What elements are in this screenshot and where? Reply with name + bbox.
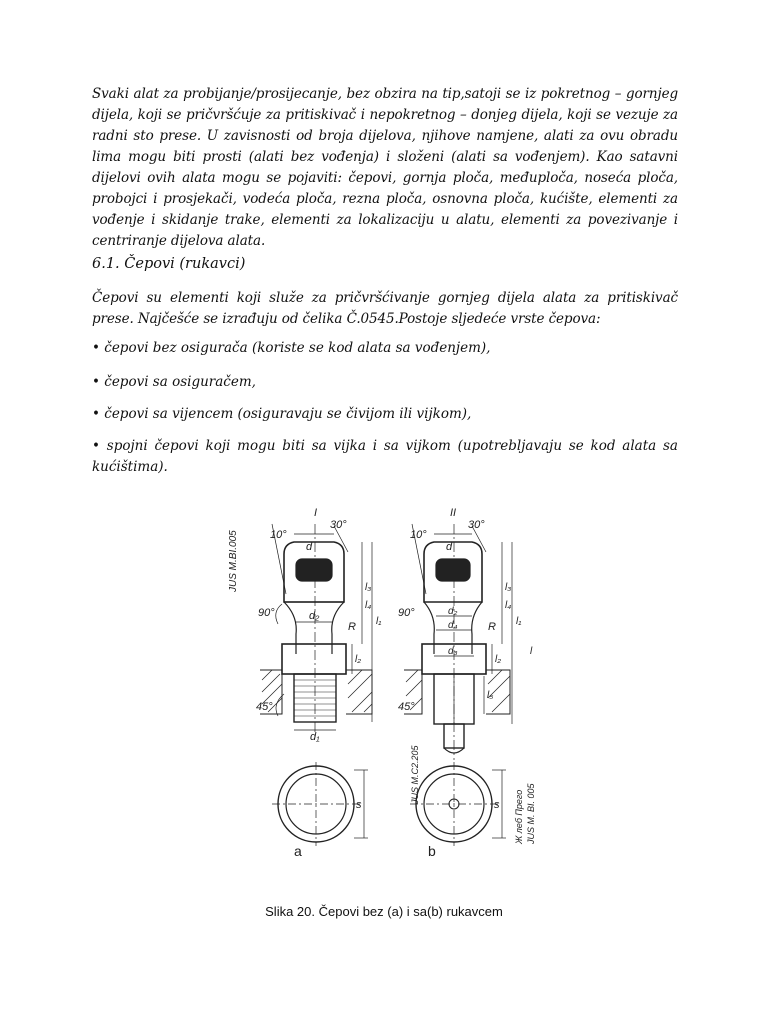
angle-label: 45° bbox=[256, 701, 273, 713]
bullet-item: • čepovi bez osigurača (koriste se kod alata sa vođenjem), bbox=[92, 340, 491, 356]
dimension-label: d₂ bbox=[448, 606, 458, 617]
intro-paragraph: Svaki alat za probijanje/prosijecanje, bez obzira na tip,satoji se iz pokretnog – gornjeg dijela, koji se pričvršćuje za pritiskivač i nepokretnog – donjeg dijela, koji se vezuje za radni sto prese. U zavisnosti od broja dijelova, njihove namjene, alati za ovu obradu lima mogu biti prosti (alati bez vođenja) i složeni (alati sa vođenjem). Kao satavni dijelovi ovih alata mogu se pojaviti: čepovi, gornja ploča, međuploča, noseća ploča, probojci i prosjekači, vodeća ploča, rezna ploča, osnovna ploča, kućište, elementi za vođenje i skidanje trake, elementi za lokalizaciju u alatu, elementi za povezivanje i centriranje dijelova alata. bbox=[92, 86, 678, 249]
bullet-item: • čepovi sa vijencem (osiguravaju se čivijom ili vijkom), bbox=[92, 406, 472, 422]
angle-label: 45° bbox=[398, 701, 415, 713]
view-label-i: I bbox=[314, 507, 318, 519]
angle-label: 30° bbox=[468, 519, 485, 531]
standard-label: JUS M.C2.205 bbox=[410, 745, 420, 804]
drawing-b-top-view bbox=[410, 762, 506, 859]
dimension-label: l₃ bbox=[505, 582, 512, 593]
groove-shading bbox=[296, 559, 332, 581]
angle-label: 90° bbox=[398, 607, 415, 619]
angle-label: 10° bbox=[410, 529, 427, 541]
technical-drawing-figure bbox=[222, 504, 552, 884]
dimension-label: R bbox=[488, 621, 496, 633]
dimension-label: l₄ bbox=[505, 600, 512, 611]
dimension-label: l bbox=[530, 646, 533, 657]
drawing-b-side-view bbox=[398, 507, 536, 845]
dimension-label: l₂ bbox=[495, 654, 502, 665]
groove-shading bbox=[436, 559, 470, 581]
standard-label: Ж леб Прего bbox=[514, 789, 524, 844]
view-label-ii: II bbox=[450, 507, 457, 519]
dimension-label: l₁ bbox=[376, 616, 382, 627]
figure-label-b: b bbox=[428, 843, 436, 859]
dimension-label: d bbox=[306, 541, 313, 553]
drawing-a-side-view bbox=[228, 507, 381, 743]
dimension-label: l₁ bbox=[516, 616, 522, 627]
technical-drawing bbox=[222, 504, 552, 884]
dimension-label: R bbox=[348, 621, 356, 633]
dimension-label: d₁ bbox=[310, 731, 320, 743]
angle-label: 30° bbox=[330, 519, 347, 531]
dimension-label: l₂ bbox=[355, 654, 362, 665]
angle-label: 90° bbox=[258, 607, 275, 619]
figure-label-a: a bbox=[294, 843, 302, 859]
angle-label: 10° bbox=[270, 529, 287, 541]
dimension-label: d bbox=[446, 541, 453, 553]
dimension-label: s bbox=[356, 799, 362, 811]
standard-label: JUS M.BI.005 bbox=[228, 530, 239, 592]
dimension-label: d₄ bbox=[448, 620, 458, 631]
dimension-label: l₄ bbox=[365, 600, 372, 611]
bullet-item: • čepovi sa osiguračem, bbox=[92, 374, 256, 390]
standard-label: JUS M. BI. 005 bbox=[526, 783, 536, 844]
dimension-label: l₅ bbox=[487, 690, 494, 701]
section-heading: 6.1. Čepovi (rukavci) bbox=[92, 256, 246, 272]
dimension-label: s bbox=[494, 799, 500, 811]
dimension-label: l₃ bbox=[365, 582, 372, 593]
dimension-label: d₃ bbox=[448, 646, 458, 657]
bullet-item: • spojni čepovi koji mogu biti sa vijka i sa vijkom (upotrebljavaju se kod alata sa kućištima). bbox=[92, 438, 678, 475]
drawing-a-top-view bbox=[272, 762, 368, 859]
dimension-label: d₂ bbox=[309, 610, 320, 622]
section-paragraph: Čepovi su elementi koji služe za pričvršćivanje gornjeg dijela alata za pritiskivač prese. Najčešće se izrađuju od čelika Č.0545.Postoje sljedeće vrste čepova: bbox=[92, 290, 678, 327]
figure-caption: Slika 20. Čepovi bez (a) i sa(b) rukavcem bbox=[265, 904, 503, 919]
